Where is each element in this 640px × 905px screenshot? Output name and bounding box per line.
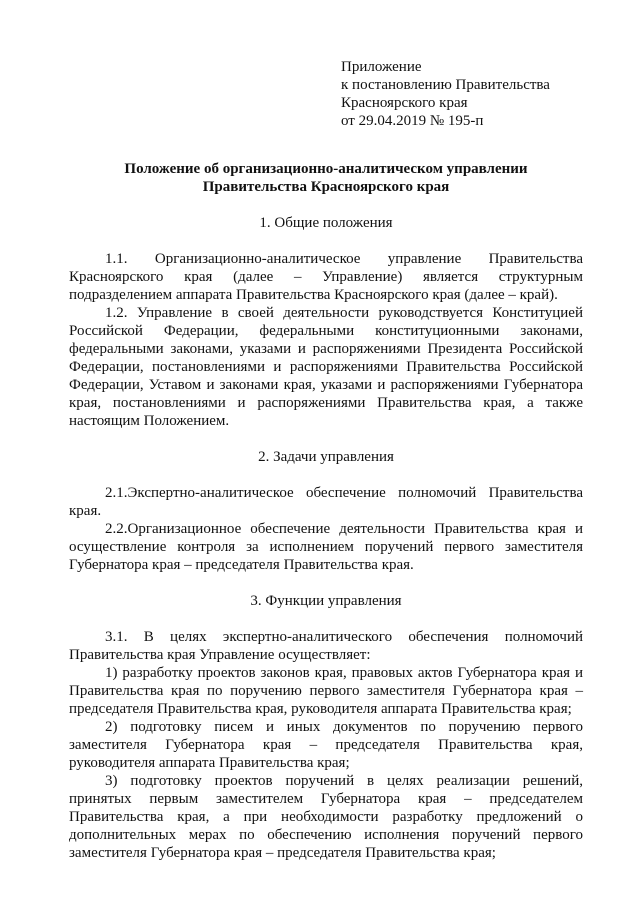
list-item: 3) подготовку проектов поручений в целях реализации решений, принятых первым заместителем Губернатора края – председателем Правительства края, а при необходимости разработку предложений о дополнительных мерах по обеспечению исполнения поручений первого заместителя Губернатора края – председателя Правительства края;: [69, 773, 583, 861]
list-item: 1) разработку проектов законов края, правовых актов Губернатора края и Правительства края по поручению первого заместителя Губернатора края – председателя Правительства края, руководителя аппарата Правительства края;: [69, 665, 583, 717]
paragraph: 1.2. Управление в своей деятельности руководствуется Конституцией Российской Федерации, федеральными конституционными законами, федеральными законами, указами и распоряжениями Президента Российской Федерации, постановлениями и распоряжениями Правительства Российской Федерации, Уставом и законами края, указами и распоряжениями Губернатора края, постановлениями и распоряжениями Правительства края, а также настоящим Положением.: [69, 305, 583, 429]
appendix-block: [341, 58, 550, 130]
appendix-date-line: от 29.04.2019 № 195-п: [341, 113, 484, 129]
title-line: Правительства Красноярского края: [202, 179, 450, 195]
paragraph: 2.1.Экспертно-аналитическое обеспечение полномочий Правительства края.: [69, 485, 583, 519]
appendix-line: Приложение: [341, 59, 422, 75]
paragraph: 1.1. Организационно-аналитическое управление Правительства Красноярского края (далее – Управление) является структурным подразделением аппарата Правительства Красноярского края (далее – край).: [69, 251, 583, 303]
title-line: Положение об организационно-аналитическом управлении: [124, 161, 528, 177]
appendix-line: Красноярского края: [341, 95, 468, 111]
document-title: [69, 160, 583, 196]
paragraph: 2.2.Организационное обеспечение деятельности Правительства края и осуществление контроля за исполнением поручений первого заместителя Губернатора края – председателя Правительства края.: [69, 521, 583, 573]
section-heading: 3. Функции управления: [250, 593, 402, 609]
section-heading: 2. Задачи управления: [258, 449, 394, 465]
section-heading: 1. Общие положения: [259, 215, 393, 231]
paragraph: 3.1. В целях экспертно-аналитического обеспечения полномочий Правительства края Управление осуществляет:: [69, 629, 583, 663]
list-item: 2) подготовку писем и иных документов по поручению первого заместителя Губернатора края – председателя Правительства края, руководителя аппарата Правительства края;: [69, 719, 583, 771]
appendix-line: к постановлению Правительства: [341, 77, 550, 93]
document-body: [69, 160, 583, 862]
